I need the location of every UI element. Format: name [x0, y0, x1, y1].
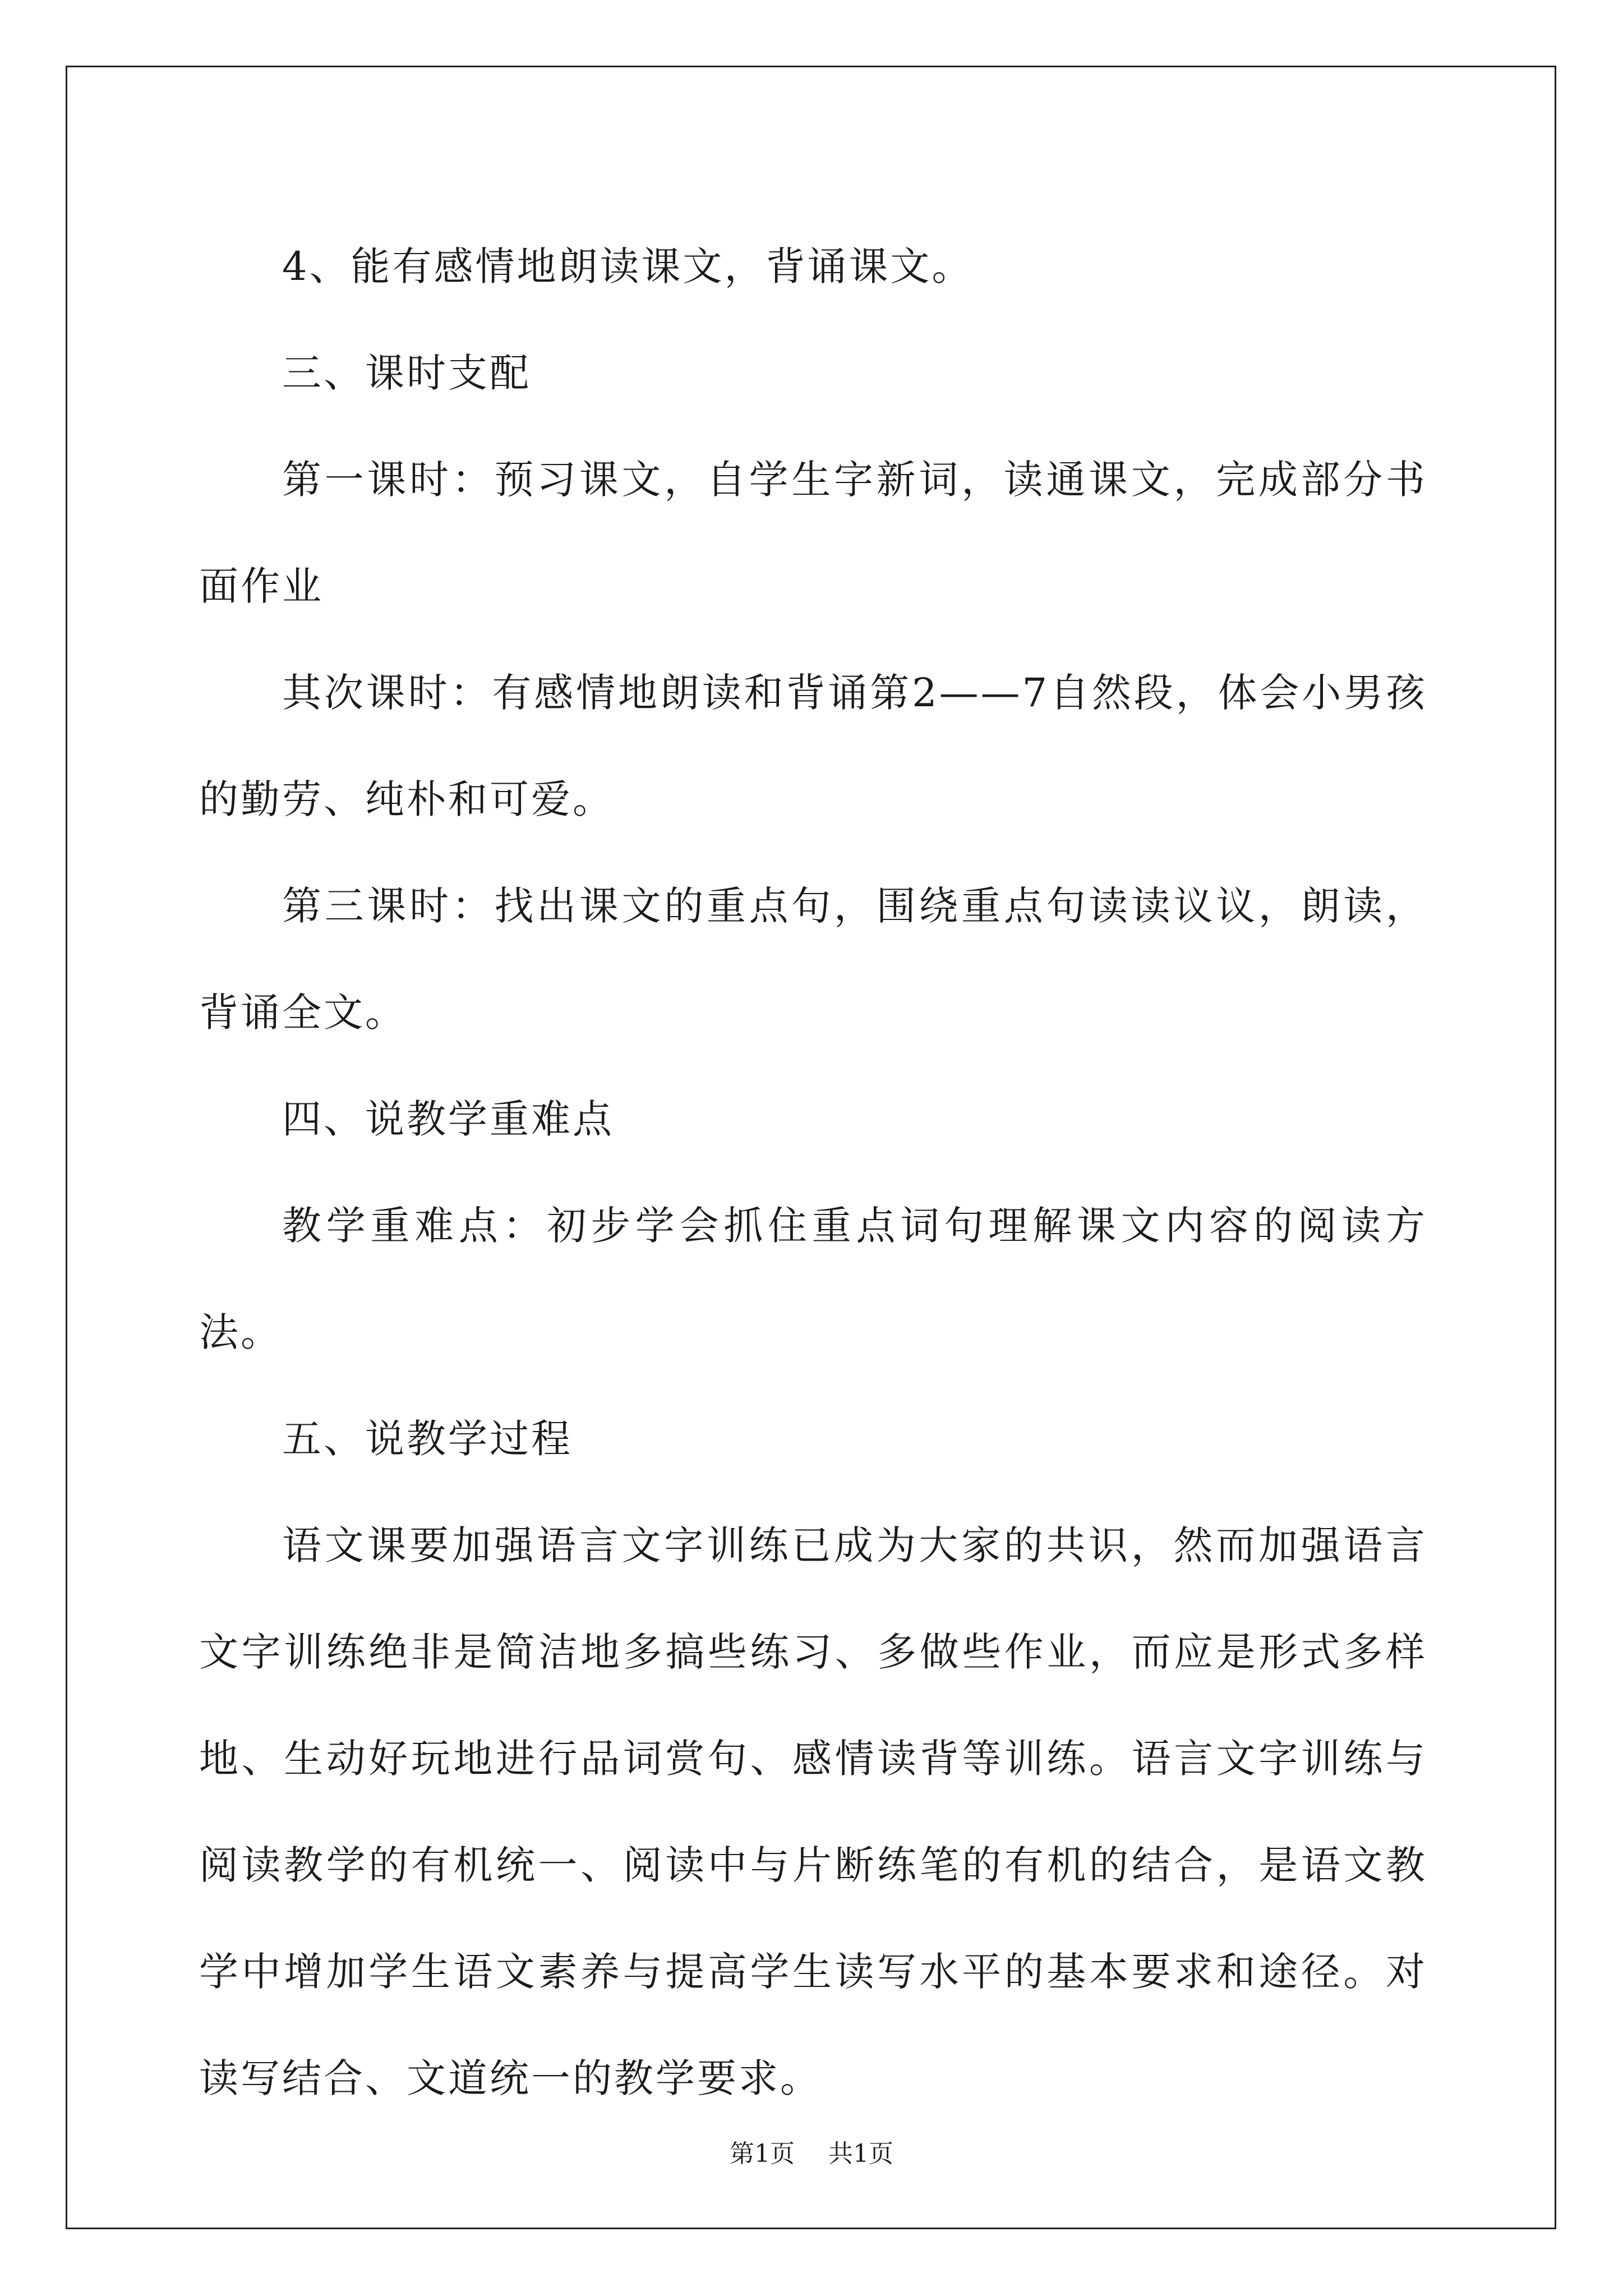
- page-number: 第1页: [730, 2139, 795, 2168]
- paragraph-third-lesson: 第三课时：找出课文的重点句，围绕重点句读读议议，朗读，背诵全文。: [199, 883, 1427, 1036]
- section-heading-class-schedule: 三、课时支配: [282, 350, 531, 396]
- paragraph-item-4: 4、能有感情地朗读课文，背诵课文。: [282, 243, 974, 289]
- paragraph-key-points: 教学重难点：初步学会抓住重点词句理解课文内容的阅读方法。: [199, 1203, 1427, 1355]
- paragraph-second-lesson: 其次课时：有感情地朗读和背诵第2——7自然段，体会小男孩的勤劳、纯朴和可爱。: [199, 670, 1427, 822]
- page-footer: [0, 2137, 1623, 2171]
- section-heading-key-points: 四、说教学重难点: [282, 1096, 614, 1142]
- document-body: [199, 213, 1427, 2132]
- paragraph-teaching-process: 语文课要加强语言文字训练已成为大家的共识，然而加强语言文字训练绝非是简洁地多搞些练习、多做些作业，而应是形式多样地、生动好玩地进行品词赏句、感情读背等训练。语言文字训练与阅读教学的有机统一、阅读中与片断练笔的有机的结合，是语文教学中增加学生语文素养与提高学生读写水平的基本要求和途径。对读写结合、文道统一的教学要求。: [199, 1522, 1427, 2101]
- section-heading-teaching-process: 五、说教学过程: [282, 1416, 573, 1462]
- paragraph-first-lesson: 第一课时：预习课文，自学生字新词，读通课文，完成部分书面作业: [199, 457, 1427, 609]
- page-total: 共1页: [828, 2139, 893, 2168]
